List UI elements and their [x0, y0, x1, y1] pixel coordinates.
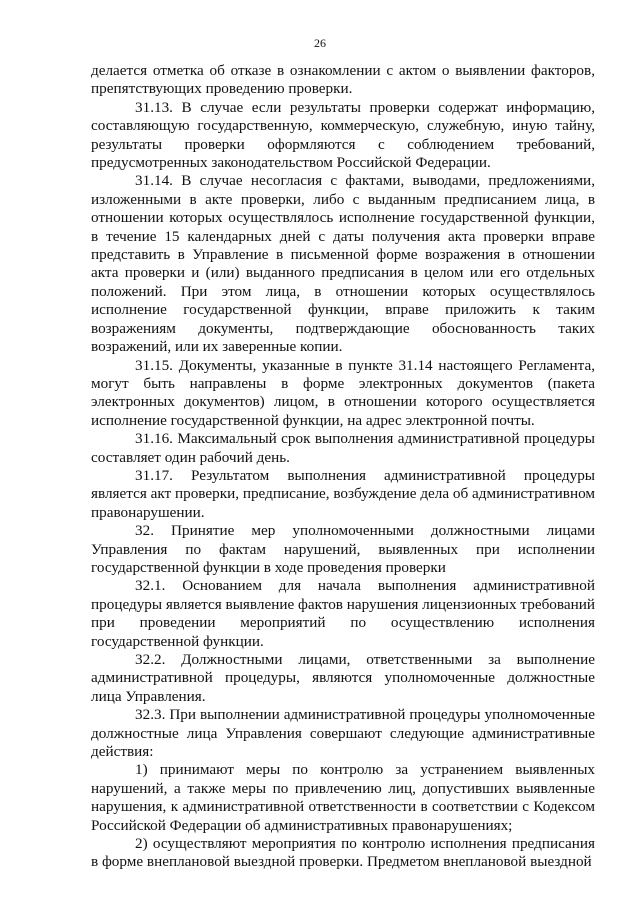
paragraph-continuation: делается отметка об отказе в ознакомлении с актом о выявлении факторов, препятствующих проведению проверки.: [91, 62, 595, 98]
paragraph-31-15: 31.15. Документы, указанные в пункте 31.14 настоящего Регламента, могут быть направлены в форме электронных документов (пакета электронных документов) лицом, в отношении которого осуществляется исполнение государственной функции, на адрес электронной почты.: [91, 356, 595, 429]
paragraph-31-17: 31.17. Результатом выполнения административной процедуры является акт проверки, предписание, возбуждение дела об административном правонарушении.: [91, 466, 595, 521]
paragraph-31-13: 31.13. В случае если результаты проверки содержат информацию, составляющую государственную, коммерческую, служебную, иную тайну, результаты проверки оформляются с соблюдением требований, предусмотренных законодательством Российской Федерации.: [91, 98, 595, 172]
paragraph-32-3: 32.3. При выполнении административной процедуры уполномоченные должностные лица Управления совершают следующие административные действия:: [91, 706, 595, 761]
paragraph-31-16: 31.16. Максимальный срок выполнения административной процедуры составляет один рабочий день.: [91, 430, 595, 466]
page-number: 26: [314, 36, 326, 50]
paragraph-32-1: 32.1. Основанием для начала выполнения административной процедуры является выявление фактов нарушения лицензионных требований при проведении мероприятий по осуществлению исполнения государственной функции.: [91, 577, 595, 650]
document-body: [91, 62, 595, 872]
paragraph-31-14: 31.14. В случае несогласия с фактами, выводами, предложениями, изложенными в акте проверки, либо с выданным предписанием лица, в отношении которых осуществлялось исполнение государственной функции, в течение 15 календарных дней с даты получения акта проверки вправе представить в Управление в письменной форме возражения в отношении акта проверки и (или) выданного предписания в целом или его отдельных положений. При этом лица, в отношении которых осуществлялось исполнение государственной функции, вправе приложить к таким возражениям документы, подтверждающие обоснованность таких возражений, или их заверенные копии.: [91, 172, 595, 356]
section-32-heading: 32. Принятие мер уполномоченными должностными лицами Управления по фактам нарушений, выявленных при исполнении государственной функции в ходе проведения проверки: [91, 522, 595, 576]
list-item-2: 2) осуществляют мероприятия по контролю исполнения предписания в форме внеплановой выездной проверки. Предметом внеплановой выездной: [91, 835, 595, 871]
paragraph-32-2: 32.2. Должностными лицами, ответственными за выполнение административной процедуры, являются уполномоченные должностные лица Управления.: [91, 651, 595, 705]
list-item-1: 1) принимают меры по контролю за устранением выявленных нарушений, а также меры по привлечению лиц, допустивших выявленные нарушения, к административной ответственности в соответствии с Кодексом Российской Федерации об административных правонарушениях;: [91, 761, 595, 834]
